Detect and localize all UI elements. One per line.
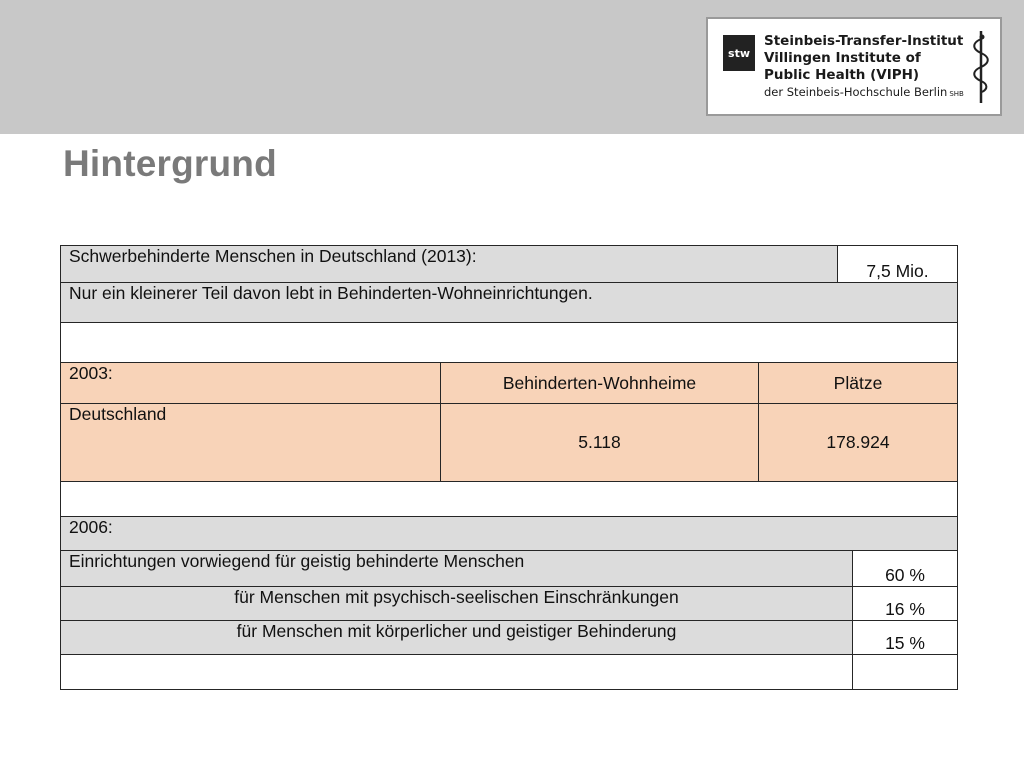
table-header-year: 2003: — [61, 363, 441, 404]
logo-line-4-text: der Steinbeis-Hochschule Berlin — [764, 85, 948, 99]
table-2003-residences — [60, 362, 958, 517]
table-2006-facilities — [60, 516, 958, 690]
table-cell-label: für Menschen mit körperlicher und geistiger Behinderung — [61, 621, 853, 655]
table-cell-percent: 16 % — [853, 587, 958, 621]
table-row-empty — [61, 323, 958, 363]
table-header-row — [61, 517, 958, 551]
table-row — [61, 621, 958, 655]
table-cell-label: Einrichtungen vorwiegend für geistig behinderte Menschen — [61, 551, 853, 587]
table-cell-region: Deutschland — [61, 404, 441, 482]
table-cell-empty — [61, 482, 958, 517]
table-row — [61, 404, 958, 482]
table-header-row — [61, 363, 958, 404]
logo-text — [764, 33, 970, 102]
table-cell-label: Nur ein kleinerer Teil davon lebt in Behinderten-Wohneinrichtungen. — [61, 283, 958, 323]
table-header-residences: Behinderten-Wohnheime — [441, 363, 759, 404]
table-cell-percent: 15 % — [853, 621, 958, 655]
table-row — [61, 551, 958, 587]
logo-line-4-suffix: SHB — [949, 90, 964, 98]
table-cell-empty — [853, 655, 958, 690]
table-cell-places: 178.924 — [759, 404, 958, 482]
table-row-empty — [61, 482, 958, 517]
table-row — [61, 246, 958, 283]
table-header-places: Plätze — [759, 363, 958, 404]
page-title: Hintergrund — [63, 143, 277, 184]
table-disabled-persons — [60, 245, 958, 363]
stw-logo-icon: stw — [723, 35, 755, 71]
table-cell-label: Schwerbehinderte Menschen in Deutschland (2013): — [61, 246, 838, 283]
logo-line-1: Steinbeis-Transfer-Institut — [764, 33, 964, 49]
table-cell-empty — [61, 655, 853, 690]
table-header-year: 2006: — [61, 517, 958, 551]
table-cell-percent: 60 % — [853, 551, 958, 587]
table-row — [61, 587, 958, 621]
institute-logo — [706, 17, 1002, 116]
table-cell-residences: 5.118 — [441, 404, 759, 482]
logo-line-2: Villingen Institute of — [764, 50, 921, 66]
table-cell-empty — [61, 323, 958, 363]
logo-line-4 — [764, 84, 970, 102]
table-row-empty — [61, 655, 958, 690]
table-cell-value: 7,5 Mio. — [838, 246, 958, 283]
asclepius-staff-icon — [970, 29, 992, 105]
table-row — [61, 283, 958, 323]
table-cell-label: für Menschen mit psychisch-seelischen Einschränkungen — [61, 587, 853, 621]
logo-line-3: Public Health (VIPH) — [764, 67, 920, 83]
